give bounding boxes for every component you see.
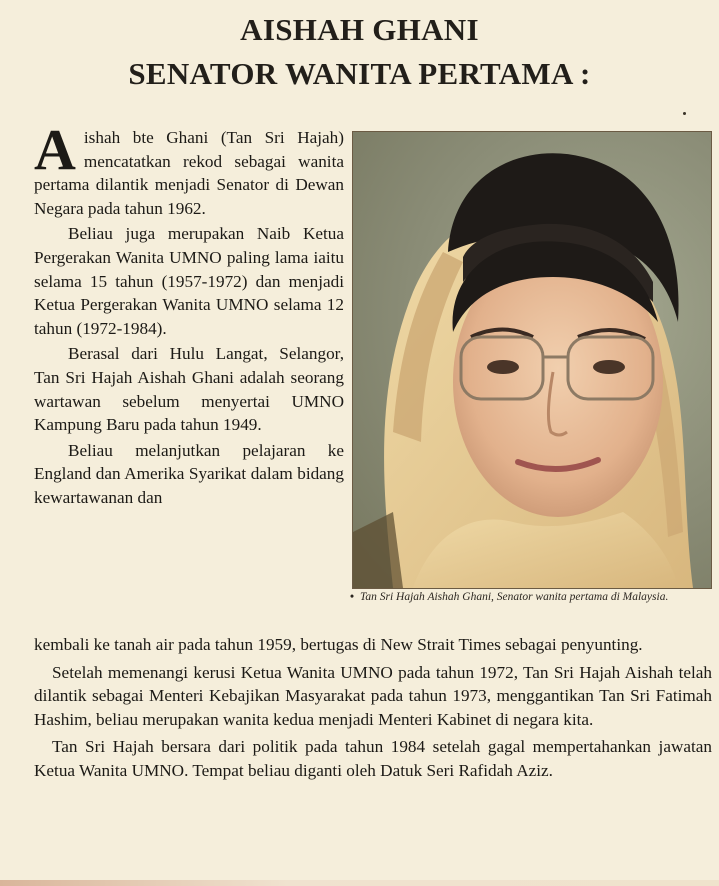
- article-left-column: [34, 117, 344, 510]
- paragraph-2: Beliau juga merupakan Naib Ketua Pergerakan Wanita UMNO paling lama iaitu selama 15 tahun (1957-1972) dan menjadi Ketua Pergerakan Wanita UMNO selama 12 tahun (1972-1984).: [34, 224, 344, 338]
- drop-cap: A: [34, 117, 76, 182]
- paragraph-4-end: kembali ke tanah air pada tahun 1959, bertugas di New Strait Times sebagai penyunting.: [34, 635, 643, 654]
- paragraph-4-start: Beliau melanjutkan pelajaran ke England dan Amerika Syarikat dalam bidang kewartawanan dan: [34, 440, 344, 507]
- paragraph-1-text: ishah bte Ghani (Tan Sri Hajah) mencatatkan rekod sebagai wanita pertama dilantik menjadi Senator di Dewan Negara pada tahun 1962.: [34, 128, 344, 218]
- photo-caption: [350, 590, 712, 604]
- caption-bullet: •: [350, 591, 355, 603]
- portrait-photo: [352, 131, 712, 589]
- print-speck: [683, 112, 686, 115]
- paragraph-5: Setelah memenangi kerusi Ketua Wanita UMNO pada tahun 1972, Tan Sri Hajah Aishah telah dilantik sebagai Menteri Kebajikan Masyarakat pada tahun 1973, menggantikan Tan Sri Fatimah Hashim, beliau merupakan wanita kedua menjadi Menteri Kabinet di negara kita.: [34, 662, 712, 729]
- page-bottom-edge: [0, 880, 719, 886]
- portrait-illustration: [353, 132, 711, 588]
- caption-text: Tan Sri Hajah Aishah Ghani, Senator wanita pertama di Malaysia.: [360, 591, 669, 603]
- article-full-width: [34, 633, 712, 783]
- article-title-line2: SENATOR WANITA PERTAMA :: [128, 56, 591, 91]
- paragraph-1: [34, 117, 344, 220]
- paragraph-6: Tan Sri Hajah bersara dari politik pada tahun 1984 setelah gagal mempertahankan jawatan Ketua Wanita UMNO. Tempat beliau diganti oleh Datuk Seri Rafidah Aziz.: [34, 737, 712, 780]
- article-title-line1: AISHAH GHANI: [240, 12, 479, 47]
- paragraph-3: Berasal dari Hulu Langat, Selangor, Tan Sri Hajah Aishah Ghani adalah seorang wartawan sebelum menyertai UMNO Kampung Baru pada tahun 1949.: [34, 344, 344, 435]
